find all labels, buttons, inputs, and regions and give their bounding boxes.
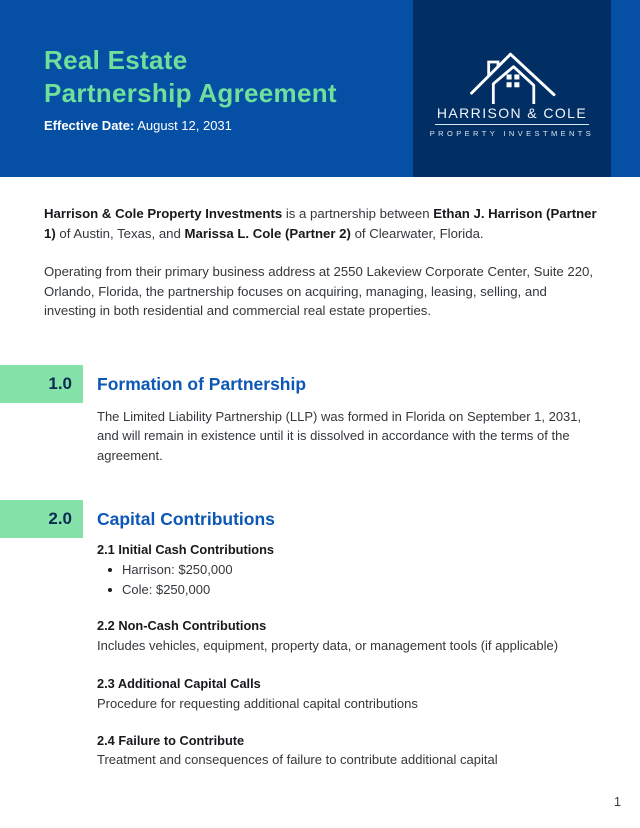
intro-paragraph-2: Operating from their primary business address at 2550 Lakeview Corporate Center, Suite 220, Orlando, Florida, the partnership focuses on acquiring, managing, leasing, selling, and investing in both residential and commercial real estate properties. bbox=[44, 264, 594, 318]
subsection-2-4-heading: 2.4 Failure to Contribute bbox=[97, 733, 245, 748]
page-title bbox=[44, 44, 337, 110]
partner1-name-bold: Ethan J. Harrison (Partner 1) bbox=[44, 206, 597, 241]
logo-company-name: HARRISON & COLE bbox=[436, 105, 588, 121]
section-1-body: The Limited Liability Partnership (LLP) was formed in Florida on September 1, 2031, and will remain in existence until it is dissolved in accordance with the terms of the agreement. bbox=[97, 409, 582, 463]
intro-text: is a partnership between bbox=[282, 206, 434, 221]
subsection-2-1-heading: 2.1 Initial Cash Contributions bbox=[97, 542, 275, 557]
company-name-bold: Harrison & Cole Property Investments bbox=[44, 206, 283, 221]
effective-date-value: August 12, 2031 bbox=[134, 118, 232, 133]
subsection-2-2-body: Includes vehicles, equipment, property data, or management tools (if applicable) bbox=[97, 638, 559, 653]
list-item: Cole: $250,000 bbox=[106, 580, 233, 600]
effective-date-label: Effective Date: bbox=[44, 118, 135, 133]
header-band bbox=[0, 0, 640, 177]
contribution-list bbox=[106, 560, 233, 600]
subsection-2-3-heading: 2.3 Additional Capital Calls bbox=[97, 676, 261, 691]
page-title-line2: Partnership Agreement bbox=[44, 78, 337, 108]
section-title-formation: Formation of Partnership bbox=[97, 374, 307, 394]
subsection-2-4-body: Treatment and consequences of failure to contribute additional capital bbox=[97, 752, 498, 767]
section-title-capital: Capital Contributions bbox=[97, 509, 275, 529]
section-number-badge-1: 1.0 bbox=[0, 365, 83, 403]
logo-divider bbox=[435, 124, 589, 125]
subsection-2-3-body: Procedure for requesting additional capital contributions bbox=[97, 696, 418, 711]
subsection-2-2-heading: 2.2 Non-Cash Contributions bbox=[97, 618, 267, 633]
page-number: 1 bbox=[614, 795, 621, 809]
intro-text: of Austin, Texas, and bbox=[55, 225, 185, 241]
house-icon bbox=[465, 48, 559, 104]
company-logo bbox=[413, 48, 611, 138]
page-title-line1: Real Estate bbox=[44, 45, 188, 75]
partner2-name-bold: Marissa L. Cole (Partner 2) bbox=[184, 225, 351, 241]
list-item: Harrison: $250,000 bbox=[106, 560, 233, 580]
section-number-badge-2: 2.0 bbox=[0, 500, 83, 538]
effective-date bbox=[44, 116, 232, 135]
logo-tagline: PROPERTY INVESTMENTS bbox=[429, 129, 595, 138]
intro-paragraph-1 bbox=[44, 204, 600, 243]
intro-text: of Clearwater, Florida. bbox=[350, 225, 484, 241]
